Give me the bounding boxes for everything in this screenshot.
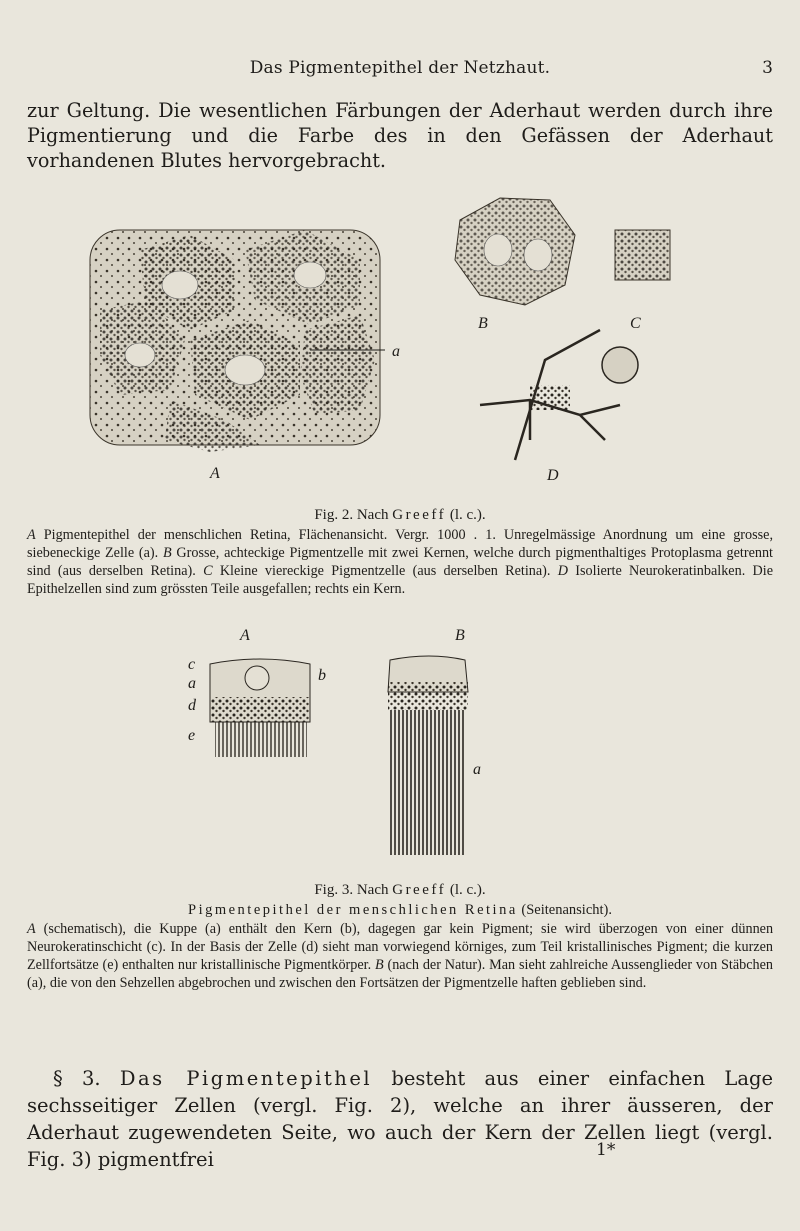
figure-3-caption-A-5: sieht man vorwiegend körniges, zum Teil kristallinisches Pigment; die kurzen Zellfortsätze [27, 939, 774, 973]
figure-3-panel-b-cell [388, 656, 468, 855]
figure-3-panel-a-cell [210, 659, 310, 757]
section-text: besteht aus einer einfachen Lage sechsseitiger Zellen (vergl. Fig. 2), welche an ihrer äusseren, der Aderhaut zugewendeten Seite, wo auch der Kern der Zellen liegt (vergl. Fig. 3) pigmentfrei [27, 1067, 773, 1171]
figure-2-illustration [60, 190, 710, 484]
figure-2-caption-A: Pigmentepithel der menschlichen Retina, Flächenansicht. Vergr. 1000 . 1. Unregelmässige Anordnung um eine grosse, siebeneckige Zelle [27, 527, 774, 561]
figure-2-panel-c-cell [615, 230, 670, 280]
figure-2-caption-B-label: B [162, 545, 172, 561]
figure-3-author: Greeff [392, 882, 447, 898]
figure-3-source: (l. c.). [449, 882, 486, 898]
figure-2-caption-C: Kleine viereckige Pigmentzelle (aus derselben Retina). [219, 563, 551, 579]
figure-2-caption [27, 506, 773, 598]
figure-2-label-D: D [547, 467, 559, 484]
figure-3-caption-A-ref-c: (c). [146, 939, 166, 955]
figure-3-label-A: A [240, 627, 250, 644]
figure-3-caption-B-2: die von den Sehzellen abgebrochen und zwischen den Fortsätzen der Pigmentzelle haften geblieben sind. [49, 975, 647, 991]
figure-3-illustration [190, 622, 530, 872]
running-title: Das Pigmentepithel der Netzhaut. [249, 58, 551, 78]
figure-2-caption-D-label: D [557, 563, 568, 579]
figure-3-subtitle [27, 901, 773, 919]
figure-3-label-B: B [455, 627, 465, 644]
figure-3-caption-B-label: B [374, 957, 384, 973]
figure-3-label-a-right: a [473, 761, 481, 778]
section-paragraph [27, 1065, 773, 1173]
figure-3-caption-A-ref-d: (d) [301, 939, 319, 955]
figure-2-caption-C-label: C [203, 563, 213, 579]
figure-3-label-d: d [188, 697, 196, 714]
figure-2-number: Fig. 2. [314, 507, 354, 523]
figure-2-caption-A-ref: (a). [138, 545, 159, 561]
figure-2-author: Greeff [392, 507, 447, 523]
figure-3-nach: Nach [356, 882, 389, 898]
section-term: Das Pigmentepithel [119, 1067, 373, 1090]
figure-3-label-e: e [188, 727, 196, 744]
figure-2-panel-b-cell [455, 198, 575, 305]
figure-3-label-c: c [188, 656, 196, 673]
figure-2-nach: Nach [356, 507, 389, 523]
figure-2-caption-B: Grosse, achteckige Pigmentzelle mit zwei Kernen, welche durch pigmenthaltiges Protoplasma getrennt sind (aus derselben Retina). [27, 545, 774, 579]
figure-3-title [27, 881, 773, 899]
figure-2-caption-D: Isolierte Neurokeratinbalken. Die Epithelzellen sind zum grössten Teile ausgefallen; rechts ein Kern. [27, 563, 774, 597]
figure-3-caption-A-3: dagegen gar kein Pigment; sie wird überzogen von einer dünnen Neurokeratinschicht [27, 921, 774, 955]
figure-3-caption-A-6: enthalten nur kristallinische Pigmentkörper. [122, 957, 372, 973]
signature-mark: 1* [596, 1140, 616, 1160]
section-number: § 3. [53, 1067, 101, 1090]
paragraph-top: zur Geltung. Die wesentlichen Färbungen der Aderhaut werden durch ihre Pigmentierung und die Farbe des in den Gefässen der Aderhaut vorhandenen Blutes hervorgebracht. [27, 99, 773, 172]
running-header [0, 58, 800, 82]
figure-3-label-b: b [318, 667, 326, 684]
figure-2-title [27, 506, 773, 524]
figure-2-panel-a-cells [90, 230, 385, 452]
figure-3-caption-A-ref-b: (b), [340, 921, 361, 937]
figure-3-subtitle-spaced: Pigmentepithel der menschlichen Retina [188, 902, 518, 918]
figure-2-source: (l. c.). [449, 507, 486, 523]
figure-3-caption-A-ref-a: (a) [205, 921, 221, 937]
figure-2-label-a: a [392, 343, 400, 360]
figure-2-caption-A-label: A [27, 527, 36, 543]
figure-3-caption-A-ref-e: (e) [102, 957, 119, 973]
figure-2-label-B: B [478, 315, 488, 332]
figure-2-panel-d-beams [480, 330, 638, 460]
figure-3-caption-A-4: In der Basis der Zelle [170, 939, 297, 955]
page-number: 3 [762, 58, 773, 78]
figure-2-label-C: C [630, 315, 641, 332]
figure-3-label-a: a [188, 675, 196, 692]
figure-3-caption-B-ref-a: (a), [27, 975, 47, 991]
figure-3-caption-A-label: A [27, 921, 36, 937]
figure-3-subtitle-rest: (Seitenansicht). [521, 902, 612, 918]
figure-3-caption-A-1: (schematisch), die Kuppe [43, 921, 198, 937]
figure-3-caption-B-1: (nach der Natur). Man sieht zahlreiche Aussenglieder von Stäbchen [387, 957, 774, 973]
figure-3-caption-A-2: enthält den Kern [228, 921, 333, 937]
figure-3-number: Fig. 3. [314, 882, 354, 898]
figure-3-caption [27, 881, 773, 992]
figure-2-label-A: A [210, 465, 220, 482]
